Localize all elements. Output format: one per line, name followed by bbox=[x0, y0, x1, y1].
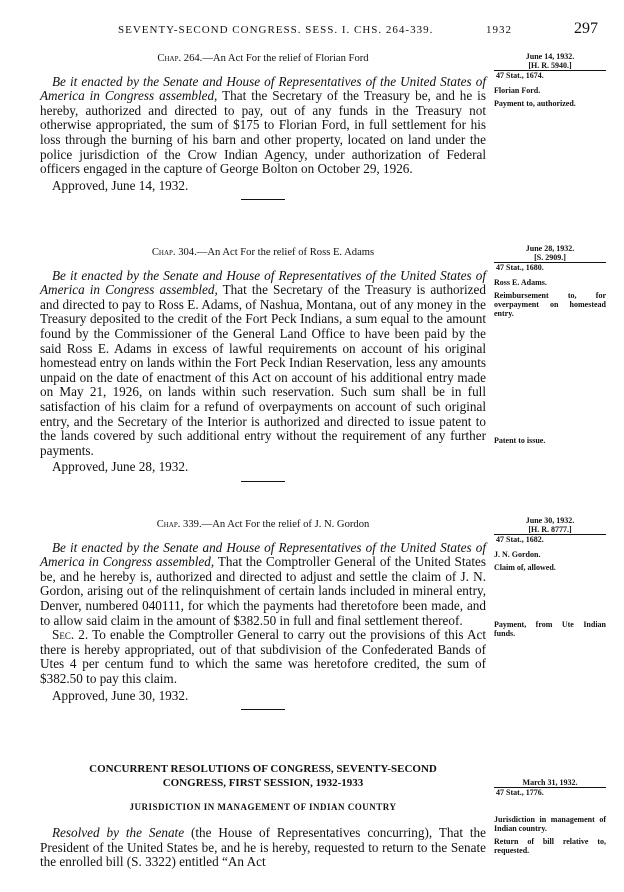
margin-date: June 14, 1932. bbox=[525, 52, 575, 61]
act-body: Be it enacted by the Senate and House of Representatives of the United States of America in Congress assembled, That the Secretary of the Treasury be, and he is hereby, authorized and directed to pay, out of any funds in the Treasury not otherwise appropriated, the sum of $175 to Florian Ford, in full settlement for his loss through the burning of his barn and other property, located on land under the police jurisdiction of the Crow Indian Agency, under authorization of Federal officers engaged in the capture of George Bolton on October 29, 1926. bbox=[40, 73, 486, 177]
act-title: Chap. 264.—An Act For the relief of Florian Ford bbox=[157, 53, 369, 64]
act-title: Chap. 339.—An Act For the relief of J. N. Gordon bbox=[156, 519, 370, 530]
approval-line: Approved, June 30, 1932. bbox=[52, 687, 189, 703]
margin-note: Jurisdiction in management of Indian country. bbox=[494, 815, 606, 833]
section-divider bbox=[241, 481, 285, 482]
act-body: Be it enacted by the Senate and House of Representatives of the United States of America in Congress assembled, That the Secretary of the Treasury is authorized and directed to pay to Ross E. Adams, of Nashua, Montana, out of any money in the Treasury deposited to the credit of the Fort Peck Indians, a sum equal to the amount found by the Commissioner of the General Land Office to have been paid by the said Ross E. Adams in excess of lawful requirements on account of his original homestead entry on lands within the Fort Peck Indian Reservation, less any amounts unpaid on the date of enactment of this Act on account of his additional entry made on May 21, 1926, on lands within such reservation. Such sum shall be in full satisfaction of his claim for a refund of overpayments on account of such original entry, and the Secretary of the Interior is authorized and directed to issue patent to the lands covered by such additional entry without the requirement of any further payments. bbox=[40, 267, 486, 458]
margin-notes-jn-gordon bbox=[494, 516, 606, 642]
margin-date: June 30, 1932. bbox=[525, 516, 575, 525]
margin-note: Payment to, authorized. bbox=[494, 99, 576, 108]
page-number: 297 bbox=[574, 20, 598, 37]
act-title: Chap. 304.—An Act For the relief of Ross E. Adams bbox=[151, 247, 375, 258]
act-florian-ford bbox=[40, 52, 486, 200]
act-section-2: Sec. 2. To enable the Comptroller General to carry out the provisions of this Act there is hereby appropriated, out of that subdivision of the Confederated Bands of Utes 4 per centum fund to which the same was heretofore credited, the sum of $382.50 to pay this claim. bbox=[40, 627, 486, 686]
margin-note: Ross E. Adams. bbox=[494, 278, 547, 287]
margin-notes-florian-ford bbox=[494, 52, 606, 112]
section-divider bbox=[241, 709, 285, 710]
concurrent-resolutions-heading: CONCURRENT RESOLUTIONS OF CONGRESS, SEVENTY-SECOND CONGRESS, FIRST SESSION, 1932-1933 bbox=[89, 763, 437, 789]
margin-statute: 47 Stat., 1680. bbox=[494, 262, 606, 272]
margin-note: Reimbursement to, for overpayment on homestead entry. bbox=[494, 291, 606, 318]
margin-notes-ross-adams bbox=[494, 244, 606, 449]
margin-note: Return of bill relative to, requested. bbox=[494, 837, 606, 855]
jurisdiction-subheading: JURISDICTION IN MANAGEMENT OF INDIAN COUNTRY bbox=[129, 802, 397, 812]
margin-date: March 31, 1932. bbox=[522, 778, 578, 787]
act-ross-adams bbox=[40, 246, 486, 482]
margin-statute: 47 Stat., 1674. bbox=[494, 70, 606, 80]
margin-note: Patent to issue. bbox=[494, 436, 546, 445]
margin-note: Florian Ford. bbox=[494, 86, 541, 95]
margin-notes-concurrent bbox=[494, 778, 606, 859]
margin-statute: 47 Stat., 1776. bbox=[494, 787, 606, 797]
act-body: Be it enacted by the Senate and House of Representatives of the United States of America in Congress assembled, That the Comptroller General of the United States be, and he hereby is, authorized and directed to adjust and settle the claim of J. N. Gordon, arising out of the relinquishment of certain lands included in mineral entry, Denver, numbered 040111, for which the payments had theretofore been made, and to allow said claim in the amount of $382.50 in full and final settlement thereof. bbox=[40, 539, 486, 628]
margin-note: J. N. Gordon. bbox=[494, 550, 541, 559]
running-header bbox=[118, 20, 598, 40]
margin-statute: 47 Stat., 1682. bbox=[494, 534, 606, 544]
header-year: 1932 bbox=[486, 24, 512, 36]
margin-note: Payment, from Ute Indian funds. bbox=[494, 620, 606, 638]
concurrent-resolution-text: Resolved by the Senate (the House of Representatives concurring), That the President of the United States be, and he is hereby, requested to return to the Senate the enrolled bill (S. 3322) entitled “An Act bbox=[40, 825, 487, 870]
margin-date: June 28, 1932. bbox=[525, 244, 575, 253]
act-jn-gordon bbox=[40, 518, 486, 710]
margin-bill: [H. R. 8777.] bbox=[528, 525, 572, 534]
approval-line: Approved, June 28, 1932. bbox=[52, 459, 189, 475]
section-divider bbox=[241, 199, 285, 200]
margin-note: Claim of, allowed. bbox=[494, 563, 556, 572]
margin-bill: [H. R. 5940.] bbox=[528, 61, 572, 70]
approval-line: Approved, June 14, 1932. bbox=[52, 177, 189, 193]
running-title: SEVENTY-SECOND CONGRESS. SESS. I. CHS. 264-339. bbox=[118, 24, 434, 36]
margin-bill: [S. 2909.] bbox=[534, 253, 566, 262]
